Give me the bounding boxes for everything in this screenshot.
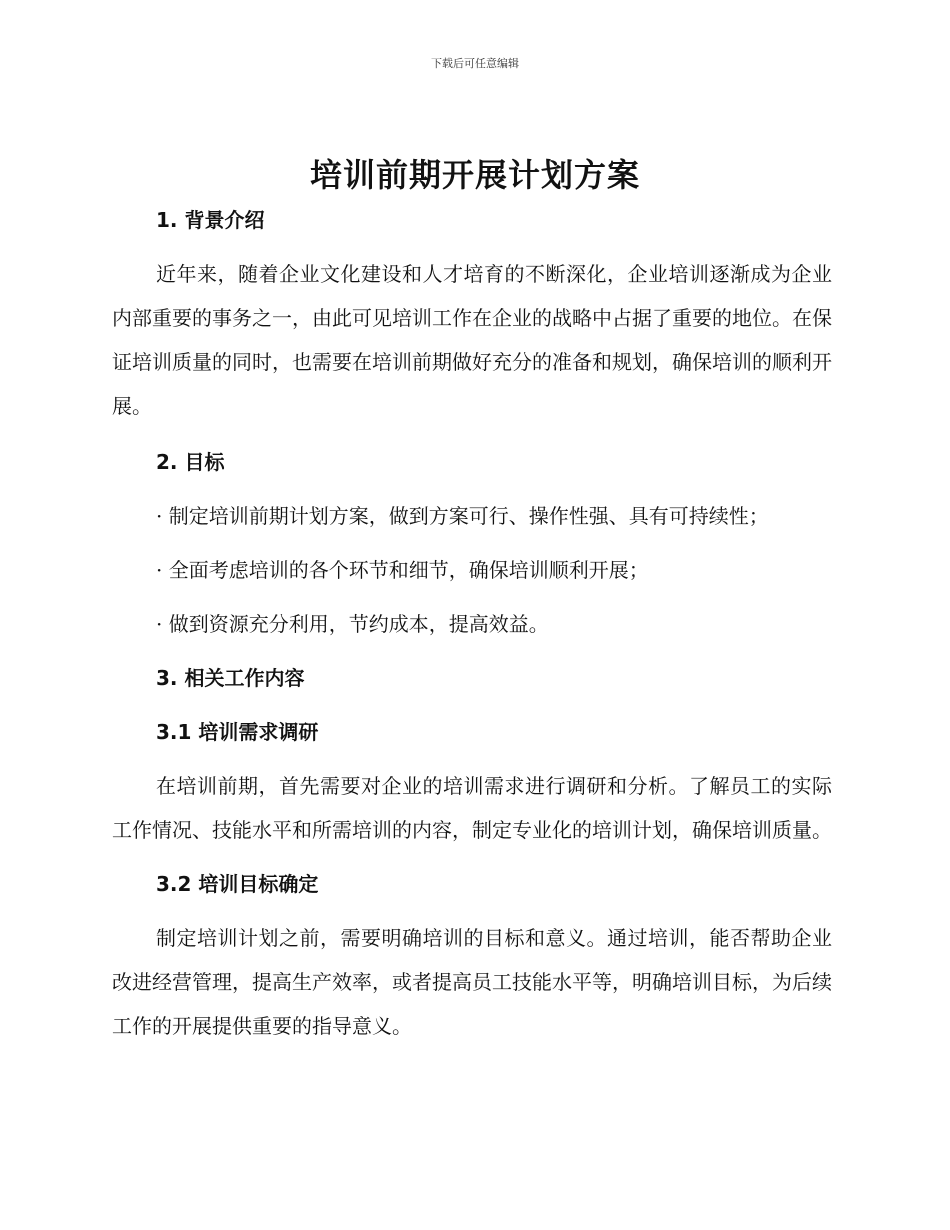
goal-item: · 做到资源充分利用，节约成本，提高效益。 xyxy=(156,612,549,636)
needs-survey-paragraph: 在培训前期，首先需要对企业的培训需求进行调研和分析。了解员工的实际工作情况、技能水平和所需培训的内容，制定专业化的培训计划，确保培训质量。 xyxy=(112,774,832,842)
goal-definition-paragraph: 制定培训计划之前，需要明确培训的目标和意义。通过培训，能否帮助企业改进经营管理，提高生产效率，或者提高员工技能水平等，明确培训目标，为后续工作的开展提供重要的指导意义。 xyxy=(112,926,832,1038)
section-heading-related-work: 3. 相关工作内容 xyxy=(156,666,305,690)
spacer xyxy=(112,484,832,494)
spacer xyxy=(112,592,832,602)
spacer xyxy=(112,700,832,710)
spacer xyxy=(112,538,832,548)
spacer xyxy=(112,646,832,656)
document-title: 培训前期开展计划方案 xyxy=(309,156,640,194)
spacer xyxy=(112,754,832,764)
spacer xyxy=(112,242,832,252)
goal-item: · 制定培训前期计划方案，做到方案可行、操作性强、具有可持续性； xyxy=(156,504,769,528)
document-content xyxy=(112,198,832,1048)
subsection-heading-needs-survey: 3.1 培训需求调研 xyxy=(156,720,319,744)
spacer xyxy=(112,428,832,440)
background-paragraph: 近年来，随着企业文化建设和人才培育的不断深化，企业培训逐渐成为企业内部重要的事务之一，由此可见培训工作在企业的战略中占据了重要的地位。在保证培训质量的同时，也需要在培训前期做好充分的准备和规划，确保培训的顺利开展。 xyxy=(112,262,832,418)
section-heading-background: 1. 背景介绍 xyxy=(156,208,265,232)
spacer xyxy=(112,852,832,862)
header-note: 下载后可任意编辑 xyxy=(431,57,519,70)
spacer xyxy=(112,906,832,916)
goal-item: · 全面考虑培训的各个环节和细节，确保培训顺利开展； xyxy=(156,558,649,582)
section-heading-goals: 2. 目标 xyxy=(156,450,225,474)
subsection-heading-goal-definition: 3.2 培训目标确定 xyxy=(156,872,319,896)
